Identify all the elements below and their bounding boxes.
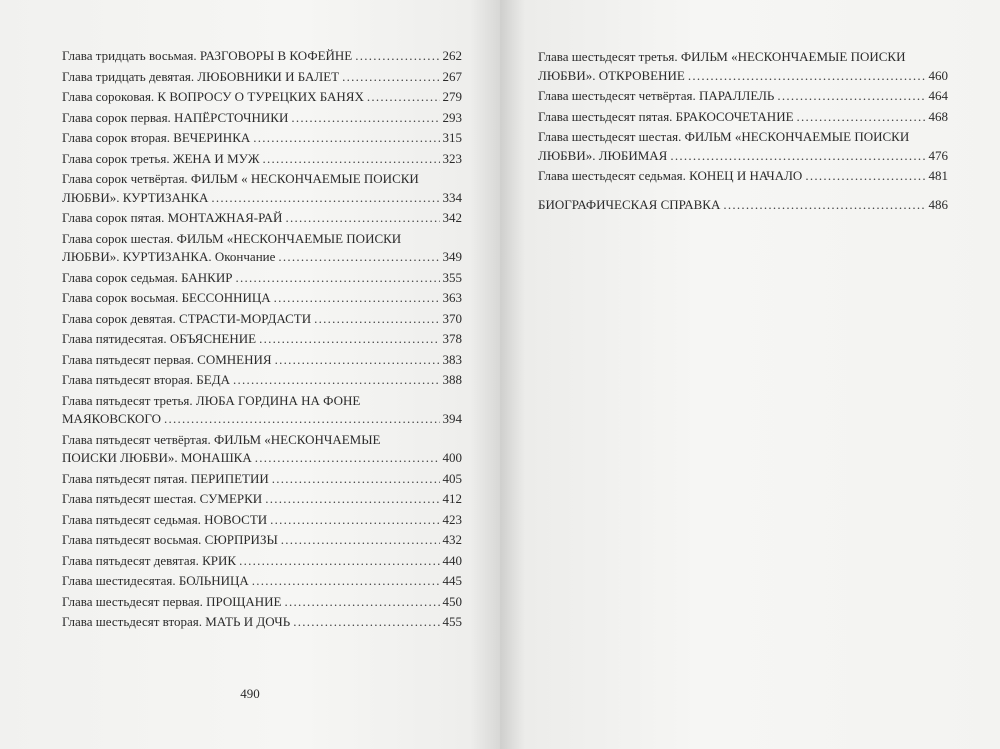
toc-entry-page: 412 xyxy=(442,491,462,506)
toc-entry-title: Глава сороковая. К ВОПРОСУ О ТУРЕЦКИХ БАНЯХ xyxy=(62,89,364,104)
toc-entry xyxy=(62,129,462,148)
toc-entry-line xyxy=(538,196,948,215)
toc-entry-page: 460 xyxy=(928,67,948,83)
toc-entry-page: 355 xyxy=(442,269,462,285)
dot-leader xyxy=(265,490,439,509)
toc-entry xyxy=(62,392,462,429)
dot-leader xyxy=(670,147,925,166)
dot-leader xyxy=(275,351,440,370)
dot-leader xyxy=(291,109,439,128)
toc-entry-line xyxy=(62,150,462,169)
toc-entry-page: 279 xyxy=(442,89,462,104)
toc-entry-page: 455 xyxy=(442,614,462,629)
toc-entry xyxy=(62,170,462,207)
toc-entry-page: 450 xyxy=(442,593,462,609)
toc-entry-title: Глава шестьдесят седьмая. КОНЕЦ И НАЧАЛО xyxy=(538,168,803,183)
toc-entry-line xyxy=(538,67,948,86)
toc-entry-title: Глава сорок седьмая. БАНКИР xyxy=(62,269,233,285)
toc-entry-page: 323 xyxy=(442,150,462,166)
dot-leader xyxy=(284,593,439,612)
toc-entry-line xyxy=(538,87,948,106)
toc-entry-line xyxy=(62,170,462,189)
dot-leader xyxy=(278,248,439,267)
toc-entry-title: ЛЮБВИ». ЛЮБИМАЯ xyxy=(538,147,668,163)
toc-entry-line xyxy=(62,248,462,267)
toc-entry-title: МАЯКОВСКОГО xyxy=(62,411,162,426)
toc-entry-title: Глава пятьдесят третья. ЛЮБА ГОРДИНА НА ФОНЕ xyxy=(62,392,361,408)
toc-entry-page: 440 xyxy=(442,552,462,568)
toc-entry-title: Глава пятьдесят вторая. БЕДА xyxy=(62,372,230,387)
toc-entry-line xyxy=(538,128,948,147)
toc-entry xyxy=(538,87,948,106)
toc-entry xyxy=(62,68,462,87)
toc-entry-title: Глава сорок пятая. МОНТАЖНАЯ-РАЙ xyxy=(62,210,283,225)
toc-entry-title: Глава сорок первая. НАПЁРСТОЧНИКИ xyxy=(62,109,289,125)
toc-entry-page: 370 xyxy=(442,310,462,326)
toc-entry-title: Глава сорок девятая. СТРАСТИ-МОРДАСТИ xyxy=(62,310,312,326)
toc-entry-title: Глава сорок восьмая. БЕССОННИЦА xyxy=(62,290,271,305)
toc-entry xyxy=(62,490,462,509)
toc-entry-title: Глава сорок третья. ЖЕНА И МУЖ xyxy=(62,150,260,166)
toc-entry xyxy=(62,470,462,489)
toc-entry-page: 445 xyxy=(442,573,462,588)
toc-entry-page: 349 xyxy=(442,249,462,264)
toc-entry-line xyxy=(62,490,462,509)
right-toc-list xyxy=(538,48,948,216)
toc-entry-page: 394 xyxy=(442,411,462,426)
dot-leader xyxy=(723,196,925,215)
toc-entry-line xyxy=(62,129,462,148)
dot-leader xyxy=(270,511,439,530)
toc-entry-line xyxy=(538,167,948,186)
toc-entry-title: Глава пятьдесят восьмая. СЮРПРИЗЫ xyxy=(62,532,278,547)
toc-entry-line xyxy=(62,431,462,450)
toc-entry-page: 342 xyxy=(442,210,462,225)
toc-entry xyxy=(538,108,948,127)
toc-entry-page: 293 xyxy=(442,109,462,125)
toc-entry xyxy=(62,209,462,228)
dot-leader xyxy=(355,47,439,66)
toc-entry-title: Глава шестьдесят первая. ПРОЩАНИЕ xyxy=(62,593,282,609)
toc-entry-line xyxy=(62,88,462,107)
dot-leader xyxy=(342,68,439,87)
toc-entry xyxy=(538,48,948,85)
dot-leader xyxy=(272,470,440,489)
toc-entry-page: 378 xyxy=(442,331,462,346)
toc-entry-title: Глава пятьдесят первая. СОМНЕНИЯ xyxy=(62,351,272,367)
toc-entry xyxy=(62,572,462,591)
toc-entry xyxy=(62,109,462,128)
toc-entry-page: 267 xyxy=(442,68,462,84)
toc-entry-line xyxy=(62,330,462,349)
toc-entry-page: 334 xyxy=(442,189,462,205)
toc-entry-line xyxy=(62,392,462,411)
dot-leader xyxy=(274,289,440,308)
toc-entry-page: 481 xyxy=(928,168,948,183)
page-number: 490 xyxy=(240,686,260,701)
toc-entry-page: 262 xyxy=(442,48,462,63)
toc-entry-page: 464 xyxy=(928,88,948,103)
toc-entry-page: 405 xyxy=(442,470,462,486)
right-page xyxy=(500,0,1000,749)
dot-leader xyxy=(281,531,440,550)
dot-leader xyxy=(255,449,440,468)
toc-entry-title: ПОИСКИ ЛЮБВИ». МОНАШКА xyxy=(62,450,252,465)
toc-entry xyxy=(62,289,462,308)
toc-entry-line xyxy=(62,289,462,308)
toc-entry-line xyxy=(62,410,462,429)
toc-entry-title: Глава пятьдесят девятая. КРИК xyxy=(62,552,237,568)
toc-entry-title: Глава пятидесятая. ОБЪЯСНЕНИЕ xyxy=(62,331,257,346)
toc-entry-title: Глава шестьдесят третья. ФИЛЬМ «НЕСКОНЧАЕМЫЕ ПОИСКИ xyxy=(538,49,906,64)
dot-leader xyxy=(367,88,440,107)
toc-entry-line xyxy=(62,310,462,329)
dot-leader xyxy=(285,209,439,228)
toc-entry-title: Глава шестьдесят пятая. БРАКОСОЧЕТАНИЕ xyxy=(538,108,794,124)
toc-entry-line xyxy=(62,572,462,591)
toc-entry xyxy=(62,613,462,632)
toc-entry-title: ЛЮБВИ». КУРТИЗАНКА. Окончание xyxy=(62,249,276,264)
toc-entry-page: 423 xyxy=(442,511,462,527)
dot-leader xyxy=(259,330,439,349)
toc-entry-line xyxy=(538,108,948,127)
left-toc-list xyxy=(62,47,462,634)
toc-entry-page: 486 xyxy=(928,196,948,212)
toc-entry-line xyxy=(62,449,462,468)
toc-entry-title: Глава пятьдесят четвёртая. ФИЛЬМ «НЕСКОНЧАЕМЫЕ xyxy=(62,431,381,447)
toc-entry-line xyxy=(62,593,462,612)
toc-entry-line xyxy=(62,371,462,390)
dot-leader xyxy=(211,189,439,208)
toc-entry-page: 400 xyxy=(442,450,462,465)
toc-entry-page: 315 xyxy=(442,130,462,145)
toc-entry xyxy=(62,351,462,370)
toc-entry-line xyxy=(62,68,462,87)
toc-entry xyxy=(538,196,948,215)
dot-leader xyxy=(688,67,926,86)
toc-entry-line xyxy=(62,531,462,550)
toc-entry-line xyxy=(62,351,462,370)
dot-leader xyxy=(293,613,439,632)
toc-entry xyxy=(538,167,948,186)
toc-entry-title: Глава тридцать восьмая. РАЗГОВОРЫ В КОФЕЙНЕ xyxy=(62,48,353,63)
toc-entry-page: 383 xyxy=(442,351,462,367)
toc-entry-title: Глава шестидесятая. БОЛЬНИЦА xyxy=(62,573,249,588)
toc-entry xyxy=(62,371,462,390)
dot-leader xyxy=(777,87,925,106)
toc-entry-line xyxy=(62,209,462,228)
toc-entry-page: 468 xyxy=(928,108,948,124)
toc-entry-title: БИОГРАФИЧЕСКАЯ СПРАВКА xyxy=(538,196,721,212)
toc-entry-title: ЛЮБВИ». ОТКРОВЕНИЕ xyxy=(538,67,685,83)
toc-entry-line xyxy=(62,613,462,632)
toc-entry xyxy=(62,431,462,468)
toc-entry-title: Глава тридцать девятая. ЛЮБОВНИКИ И БАЛЕТ xyxy=(62,68,340,84)
dot-leader xyxy=(262,150,439,169)
toc-entry-line xyxy=(538,147,948,166)
toc-entry-title: Глава сорок шестая. ФИЛЬМ «НЕСКОНЧАЕМЫЕ ПОИСКИ xyxy=(62,230,402,246)
dot-leader xyxy=(233,371,440,390)
dot-leader xyxy=(252,572,440,591)
toc-entry xyxy=(62,150,462,169)
toc-entry xyxy=(62,552,462,571)
toc-entry xyxy=(62,593,462,612)
toc-entry-line xyxy=(62,470,462,489)
toc-entry xyxy=(62,531,462,550)
toc-entry-line xyxy=(62,269,462,288)
toc-entry-title: Глава шестьдесят шестая. ФИЛЬМ «НЕСКОНЧАЕМЫЕ ПОИСКИ xyxy=(538,129,910,144)
toc-entry-title: Глава пятьдесят седьмая. НОВОСТИ xyxy=(62,511,268,527)
dot-leader xyxy=(797,108,926,127)
dot-leader xyxy=(805,167,925,186)
toc-entry-title: Глава шестьдесят четвёртая. ПАРАЛЛЕЛЬ xyxy=(538,88,775,103)
toc-entry xyxy=(62,330,462,349)
toc-entry xyxy=(62,88,462,107)
toc-entry-title: Глава шестьдесят вторая. МАТЬ И ДОЧЬ xyxy=(62,614,291,629)
dot-leader xyxy=(164,410,439,429)
toc-entry-page: 476 xyxy=(928,147,948,163)
toc-entry-line xyxy=(62,47,462,66)
dot-leader xyxy=(239,552,439,571)
toc-entry-title: Глава сорок четвёртая. ФИЛЬМ « НЕСКОНЧАЕМЫЕ ПОИСКИ xyxy=(62,171,419,186)
toc-entry-line xyxy=(62,552,462,571)
toc-entry-title: Глава сорок вторая. ВЕЧЕРИНКА xyxy=(62,130,251,145)
toc-entry-page: 388 xyxy=(442,372,462,387)
toc-entry-line xyxy=(62,230,462,249)
toc-entry xyxy=(62,47,462,66)
toc-entry-line xyxy=(62,109,462,128)
toc-entry-line xyxy=(62,511,462,530)
toc-entry xyxy=(62,310,462,329)
toc-entry-title: Глава пятьдесят шестая. СУМЕРКИ xyxy=(62,491,263,506)
toc-entry-line xyxy=(62,189,462,208)
toc-entry-line xyxy=(538,48,948,67)
toc-entry-page: 363 xyxy=(442,290,462,305)
dot-leader xyxy=(314,310,439,329)
toc-entry-title: ЛЮБВИ». КУРТИЗАНКА xyxy=(62,189,209,205)
toc-entry-title: Глава пятьдесят пятая. ПЕРИПЕТИИ xyxy=(62,470,269,486)
toc-entry xyxy=(538,128,948,165)
dot-leader xyxy=(253,129,439,148)
toc-entry-page: 432 xyxy=(442,532,462,547)
toc-entry xyxy=(62,230,462,267)
dot-leader xyxy=(235,269,439,288)
toc-entry xyxy=(62,511,462,530)
toc-entry xyxy=(62,269,462,288)
